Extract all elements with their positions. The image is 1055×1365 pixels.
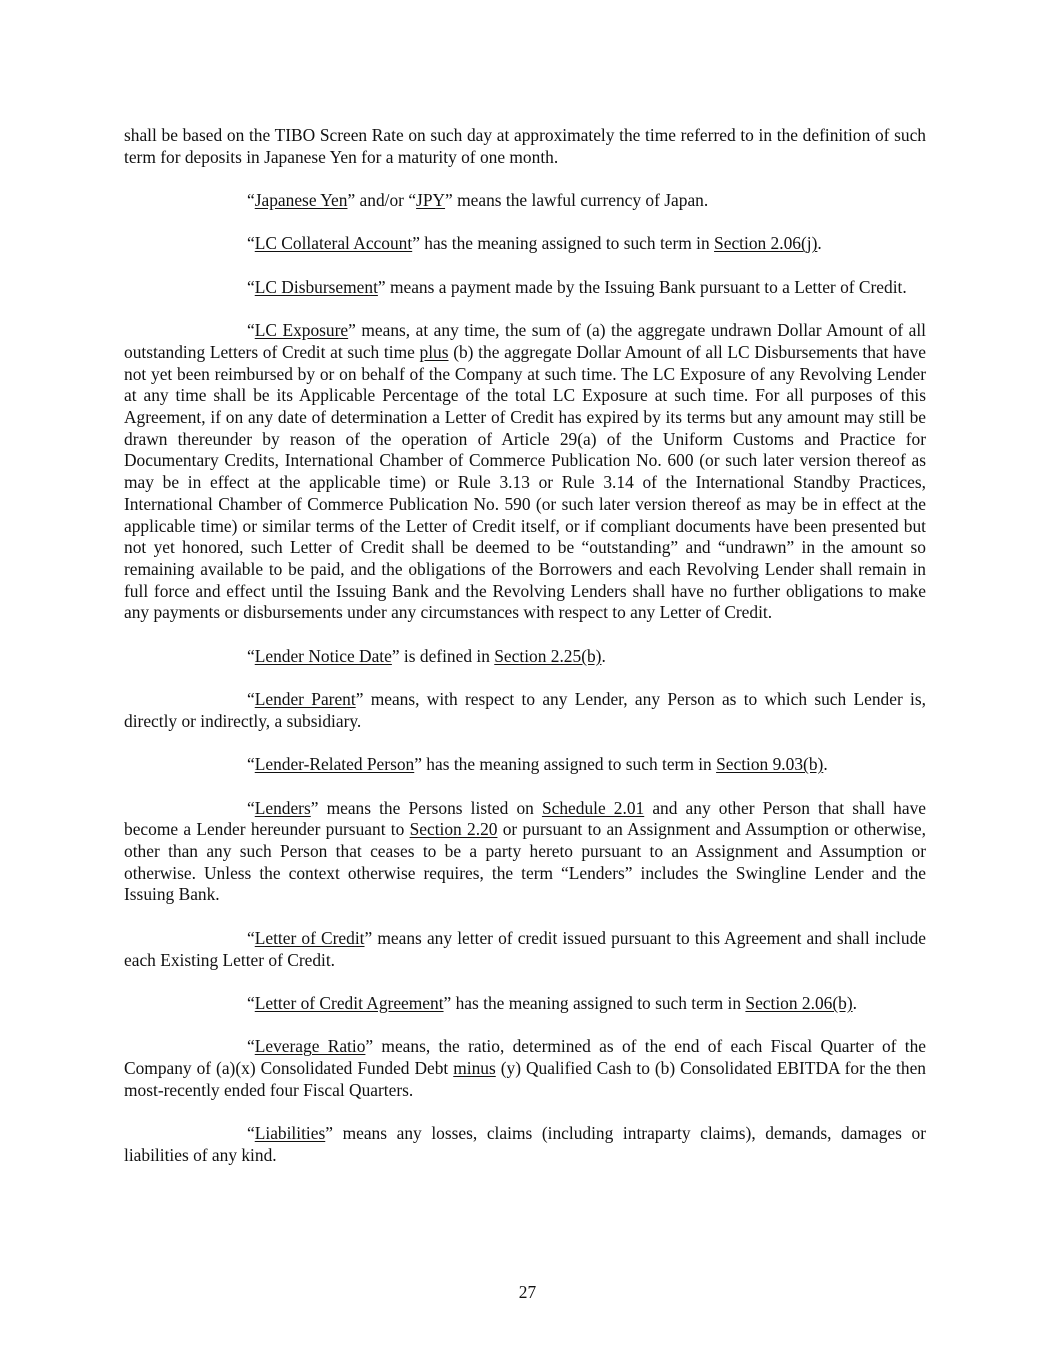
underlined-term: Lenders (254, 797, 311, 818)
text-segment: ” and/or “ (347, 190, 417, 211)
definition-paragraph (124, 277, 926, 299)
underlined-term: Letter of Credit (254, 927, 365, 948)
underlined-term: Liabilities (254, 1123, 326, 1144)
text-segment: ” means any letter of credit issued pursuant to this Agreement and shall include each Existing Letter of Credit. (124, 927, 927, 970)
definition-paragraph (124, 754, 926, 776)
page-number: 27 (518, 1282, 537, 1302)
underlined-term: Leverage Ratio (254, 1036, 366, 1057)
text-segment: ” means the Persons listed on (310, 797, 542, 818)
underlined-term: Japanese Yen (254, 190, 348, 211)
text-segment: (b) the aggregate Dollar Amount of all LC Disbursements that have not yet been reimbursed by or on behalf of the Company at such time. The LC Exposure of any Revolving Lender at any time shall be its Applicable Percentage of the total LC Exposure at such time. For all purposes of this Agreement, if on any date of determination a Letter of Credit has expired by its terms but any amount may still be drawn thereunder by reason of the operation of Article 29(a) of the Uniform Customs and Practice for Documentary Credits, International Chamber of Commerce Publication No. 600 (or such later version thereof as may be in effect at the applicable time) or Rule 3.13 or Rule 3.14 of the International Standby Practices, International Chamber of Commerce Publication No. 590 (or such later version thereof as may be in effect at the applicable time) or similar terms of the Letter of Credit itself, or if compliant documents have been presented but not yet honored, such Letter of Credit shall be deemed to be “outstanding” and “undrawn” in the amount so remaining available to be paid, and the obligations of the Borrowers and each Revolving Lender shall remain in full force and effect until the Issuing Bank and the Revolving Lenders shall have no further obligations to make any payments or disbursements under any circumstances with respect to any Letter of Credit. (124, 341, 926, 623)
text-segment: “ (247, 645, 255, 666)
text-segment: “ (247, 276, 255, 297)
underlined-term: JPY (416, 190, 446, 211)
continuation-paragraph (124, 125, 926, 168)
text-segment: “ (247, 320, 255, 341)
text-segment: shall be based on the TIBO Screen Rate on such day at approximately the time referred to in the definition of such term for deposits in Japanese Yen for a maturity of one month. (124, 125, 926, 167)
underlined-term: minus (453, 1058, 496, 1079)
definition-paragraph (124, 993, 926, 1015)
underlined-term: Lender Notice Date (254, 645, 392, 666)
text-segment: ” means, the ratio, determined as of the end of each Fiscal Quarter of the Company of (a)(x) Consolidated Funded Debt (124, 1036, 926, 1079)
document-body (124, 125, 926, 1188)
underlined-term: Lender Parent (254, 689, 356, 710)
text-segment: “ (247, 190, 255, 211)
text-segment: “ (247, 797, 255, 818)
text-segment: ” has the meaning assigned to such term in (443, 992, 746, 1013)
text-segment: . (852, 992, 857, 1013)
text-segment: ” is defined in (391, 645, 495, 666)
underlined-term: Section 2.25(b) (494, 645, 602, 666)
definition-paragraph (124, 1123, 926, 1166)
text-segment: “ (247, 689, 255, 710)
text-segment: . (817, 233, 822, 254)
definition-paragraph (124, 928, 926, 971)
underlined-term: Letter of Credit Agreement (254, 992, 444, 1013)
definition-paragraph (124, 190, 926, 212)
text-segment: “ (247, 992, 255, 1013)
definition-paragraph (124, 689, 926, 732)
underlined-term: LC Collateral Account (254, 233, 413, 254)
text-segment: “ (247, 927, 255, 948)
text-segment: or pursuant to an Assignment and Assumption or otherwise, other than any such Person that ceases to be a party hereto pursuant to an Assignment and Assumption or otherwise. Unless the context otherwise requires, the term “Lenders” includes the Swingline Lender and the Issuing Bank. (124, 819, 926, 905)
definition-paragraph (124, 798, 926, 907)
underlined-term: plus (419, 341, 449, 362)
text-segment: . (601, 645, 606, 666)
text-segment: “ (247, 1036, 255, 1057)
text-segment: “ (247, 754, 255, 775)
text-segment: “ (247, 1123, 255, 1144)
text-segment: (y) Qualified Cash to (b) Consolidated EBITDA for the then most-recently ended four Fiscal Quarters. (124, 1058, 926, 1100)
text-segment: “ (247, 233, 255, 254)
text-segment: ” has the meaning assigned to such term in (414, 754, 717, 775)
text-segment: ” means, with respect to any Lender, any Person as to which such Lender is, directly or indirectly, a subsidiary. (124, 689, 926, 731)
definition-paragraph (124, 233, 926, 255)
definition-paragraph (124, 646, 926, 668)
underlined-term: Section 2.06(b) (745, 992, 853, 1013)
underlined-term: Section 9.03(b) (716, 754, 824, 775)
underlined-term: Schedule 2.01 (541, 797, 645, 818)
text-segment: ” means, at any time, the sum of (a) the aggregate undrawn Dollar Amount of all outstanding Letters of Credit at such time (124, 320, 926, 362)
text-segment: . (823, 754, 828, 775)
underlined-term: Lender-Related Person (254, 754, 415, 775)
underlined-term: LC Disbursement (254, 276, 378, 297)
underlined-term: Section 2.06(j) (714, 233, 818, 254)
text-segment: ” means any losses, claims (including intraparty claims), demands, damages or liabilities of any kind. (124, 1123, 926, 1165)
text-segment: ” means the lawful currency of Japan. (445, 190, 709, 211)
text-segment: ” has the meaning assigned to such term in (412, 233, 715, 254)
text-segment: ” means a payment made by the Issuing Bank pursuant to a Letter of Credit. (377, 276, 907, 297)
underlined-term: Section 2.20 (409, 819, 498, 840)
definition-paragraph (124, 1036, 926, 1101)
text-segment: and any other Person that shall have become a Lender hereunder pursuant to (124, 797, 926, 840)
definition-paragraph (124, 320, 926, 624)
underlined-term: LC Exposure (254, 320, 349, 341)
